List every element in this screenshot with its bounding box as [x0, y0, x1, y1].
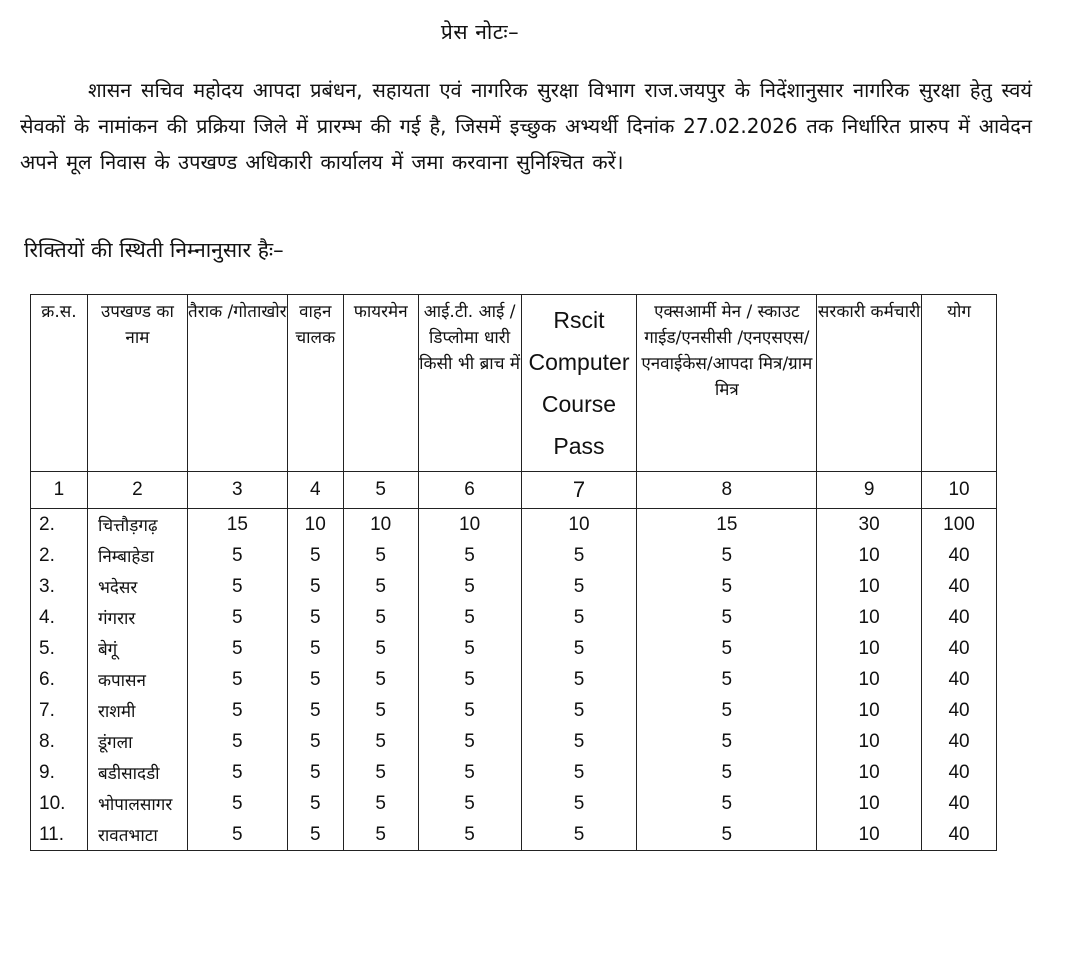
- govt-employee-cell: 10: [817, 664, 922, 695]
- column-number: 1: [31, 472, 88, 509]
- govt-employee-cell: 10: [817, 819, 922, 851]
- rscit-cell: 5: [521, 633, 637, 664]
- driver-cell: 5: [287, 788, 343, 819]
- subdivision-cell: डूंगला: [87, 726, 187, 757]
- driver-cell: 5: [287, 757, 343, 788]
- swimmer-cell: 15: [187, 509, 287, 541]
- iti-cell: 5: [418, 633, 521, 664]
- fireman-cell: 5: [343, 695, 418, 726]
- header-serial: क्र.स.: [31, 295, 88, 472]
- table-row: [31, 571, 997, 602]
- swimmer-cell: 5: [187, 695, 287, 726]
- total-cell: 100: [922, 509, 997, 541]
- govt-employee-cell: 10: [817, 602, 922, 633]
- fireman-cell: 5: [343, 602, 418, 633]
- header-driver: वाहन चालक: [287, 295, 343, 472]
- total-cell: 40: [922, 571, 997, 602]
- driver-cell: 5: [287, 819, 343, 851]
- header-swimmer: तैराक /गोताखोर: [187, 295, 287, 472]
- iti-cell: 5: [418, 540, 521, 571]
- rscit-cell: 5: [521, 726, 637, 757]
- column-number-row: [31, 472, 997, 509]
- serial-cell: 4.: [31, 602, 88, 633]
- exarmy-cell: 5: [637, 695, 817, 726]
- vacancy-subheading: रिक्तियों की स्थिती निम्नानुसार हैः–: [24, 238, 284, 262]
- iti-cell: 5: [418, 664, 521, 695]
- rscit-cell: 5: [521, 788, 637, 819]
- vacancy-table: [30, 294, 997, 851]
- subdivision-cell: भदेसर: [87, 571, 187, 602]
- notice-paragraph: शासन सचिव महोदय आपदा प्रबंधन, सहायता एवं नागरिक सुरक्षा विभाग राज.जयपुर के निदेंशानुसार नागरिक सुरक्षा हेतु स्वयं सेवकों के नामांकन की प्रक्रिया जिले में प्रारम्भ की गई है, जिसमें इच्छुक अभ्यर्थी दिनांक 27.02.2026 तक निर्धारित प्रारुप में आवेदन अपने मूल निवास के उपखण्ड अधिकारी कार्यालय में जमा करवाना सुनिश्चित करें।: [20, 78, 1032, 174]
- rscit-cell: 5: [521, 664, 637, 695]
- exarmy-cell: 5: [637, 757, 817, 788]
- table-row: [31, 819, 997, 851]
- column-number: 7: [521, 472, 637, 509]
- vacancy-rows: [31, 509, 997, 851]
- driver-cell: 5: [287, 695, 343, 726]
- swimmer-cell: 5: [187, 602, 287, 633]
- header-exarmy-scout: एक्सआर्मी मेन / स्काउट गाईड/एनसीसी /एनएसएस/ एनवाईकेस/आपदा मित्र/ग्राम मित्र: [637, 295, 817, 472]
- fireman-cell: 5: [343, 788, 418, 819]
- column-number: 4: [287, 472, 343, 509]
- subdivision-cell: रावतभाटा: [87, 819, 187, 851]
- serial-cell: 7.: [31, 695, 88, 726]
- govt-employee-cell: 10: [817, 788, 922, 819]
- fireman-cell: 5: [343, 633, 418, 664]
- fireman-cell: 5: [343, 571, 418, 602]
- iti-cell: 5: [418, 695, 521, 726]
- subdivision-cell: चित्तौड़गढ़: [87, 509, 187, 541]
- subdivision-cell: निम्बाहेडा: [87, 540, 187, 571]
- exarmy-cell: 15: [637, 509, 817, 541]
- driver-cell: 5: [287, 602, 343, 633]
- column-number: 6: [418, 472, 521, 509]
- govt-employee-cell: 30: [817, 509, 922, 541]
- iti-cell: 5: [418, 602, 521, 633]
- driver-cell: 5: [287, 571, 343, 602]
- exarmy-cell: 5: [637, 602, 817, 633]
- govt-employee-cell: 10: [817, 540, 922, 571]
- rscit-cell: 10: [521, 509, 637, 541]
- swimmer-cell: 5: [187, 819, 287, 851]
- rscit-cell: 5: [521, 540, 637, 571]
- total-cell: 40: [922, 788, 997, 819]
- iti-cell: 5: [418, 571, 521, 602]
- swimmer-cell: 5: [187, 788, 287, 819]
- header-rscit: Rscit Computer Course Pass: [521, 295, 637, 472]
- serial-cell: 6.: [31, 664, 88, 695]
- swimmer-cell: 5: [187, 726, 287, 757]
- govt-employee-cell: 10: [817, 633, 922, 664]
- table-row: [31, 757, 997, 788]
- table-row: [31, 788, 997, 819]
- fireman-cell: 5: [343, 540, 418, 571]
- fireman-cell: 5: [343, 664, 418, 695]
- driver-cell: 5: [287, 540, 343, 571]
- total-cell: 40: [922, 726, 997, 757]
- serial-cell: 2.: [31, 509, 88, 541]
- total-cell: 40: [922, 664, 997, 695]
- swimmer-cell: 5: [187, 664, 287, 695]
- driver-cell: 10: [287, 509, 343, 541]
- subdivision-cell: बेगूं: [87, 633, 187, 664]
- rscit-cell: 5: [521, 695, 637, 726]
- fireman-cell: 5: [343, 726, 418, 757]
- swimmer-cell: 5: [187, 757, 287, 788]
- table-row: [31, 509, 997, 541]
- swimmer-cell: 5: [187, 633, 287, 664]
- column-number: 9: [817, 472, 922, 509]
- subdivision-cell: भोपालसागर: [87, 788, 187, 819]
- exarmy-cell: 5: [637, 664, 817, 695]
- rscit-cell: 5: [521, 819, 637, 851]
- fireman-cell: 5: [343, 757, 418, 788]
- driver-cell: 5: [287, 664, 343, 695]
- driver-cell: 5: [287, 726, 343, 757]
- swimmer-cell: 5: [187, 571, 287, 602]
- table-row: [31, 540, 997, 571]
- table-row: [31, 695, 997, 726]
- exarmy-cell: 5: [637, 726, 817, 757]
- driver-cell: 5: [287, 633, 343, 664]
- header-fireman: फायरमेन: [343, 295, 418, 472]
- header-total: योग: [922, 295, 997, 472]
- serial-cell: 9.: [31, 757, 88, 788]
- exarmy-cell: 5: [637, 633, 817, 664]
- subdivision-cell: कपासन: [87, 664, 187, 695]
- rscit-cell: 5: [521, 571, 637, 602]
- total-cell: 40: [922, 757, 997, 788]
- header-iti-diploma: आई.टी. आई / डिप्लोमा धारी किसी भी ब्राच में: [418, 295, 521, 472]
- rscit-cell: 5: [521, 602, 637, 633]
- govt-employee-cell: 10: [817, 571, 922, 602]
- column-number: 5: [343, 472, 418, 509]
- rscit-cell: 5: [521, 757, 637, 788]
- serial-cell: 5.: [31, 633, 88, 664]
- column-number: 8: [637, 472, 817, 509]
- iti-cell: 5: [418, 788, 521, 819]
- column-number: 10: [922, 472, 997, 509]
- serial-cell: 10.: [31, 788, 88, 819]
- total-cell: 40: [922, 540, 997, 571]
- swimmer-cell: 5: [187, 540, 287, 571]
- table-row: [31, 726, 997, 757]
- column-number: 2: [87, 472, 187, 509]
- table-row: [31, 602, 997, 633]
- table-row: [31, 664, 997, 695]
- exarmy-cell: 5: [637, 788, 817, 819]
- serial-cell: 3.: [31, 571, 88, 602]
- fireman-cell: 5: [343, 819, 418, 851]
- header-govt-employee: सरकारी कर्मचारी: [817, 295, 922, 472]
- exarmy-cell: 5: [637, 571, 817, 602]
- govt-employee-cell: 10: [817, 695, 922, 726]
- subdivision-cell: राशमी: [87, 695, 187, 726]
- total-cell: 40: [922, 819, 997, 851]
- press-note-title: प्रेस नोटः–: [440, 20, 520, 44]
- fireman-cell: 10: [343, 509, 418, 541]
- govt-employee-cell: 10: [817, 757, 922, 788]
- total-cell: 40: [922, 695, 997, 726]
- total-cell: 40: [922, 633, 997, 664]
- table-row: [31, 633, 997, 664]
- exarmy-cell: 5: [637, 819, 817, 851]
- govt-employee-cell: 10: [817, 726, 922, 757]
- iti-cell: 5: [418, 819, 521, 851]
- serial-cell: 11.: [31, 819, 88, 851]
- serial-cell: 2.: [31, 540, 88, 571]
- exarmy-cell: 5: [637, 540, 817, 571]
- iti-cell: 10: [418, 509, 521, 541]
- subdivision-cell: गंगरार: [87, 602, 187, 633]
- column-number: 3: [187, 472, 287, 509]
- iti-cell: 5: [418, 757, 521, 788]
- iti-cell: 5: [418, 726, 521, 757]
- header-subdivision: उपखण्ड का नाम: [87, 295, 187, 472]
- serial-cell: 8.: [31, 726, 88, 757]
- total-cell: 40: [922, 602, 997, 633]
- subdivision-cell: बडीसादडी: [87, 757, 187, 788]
- header-row: [31, 295, 997, 472]
